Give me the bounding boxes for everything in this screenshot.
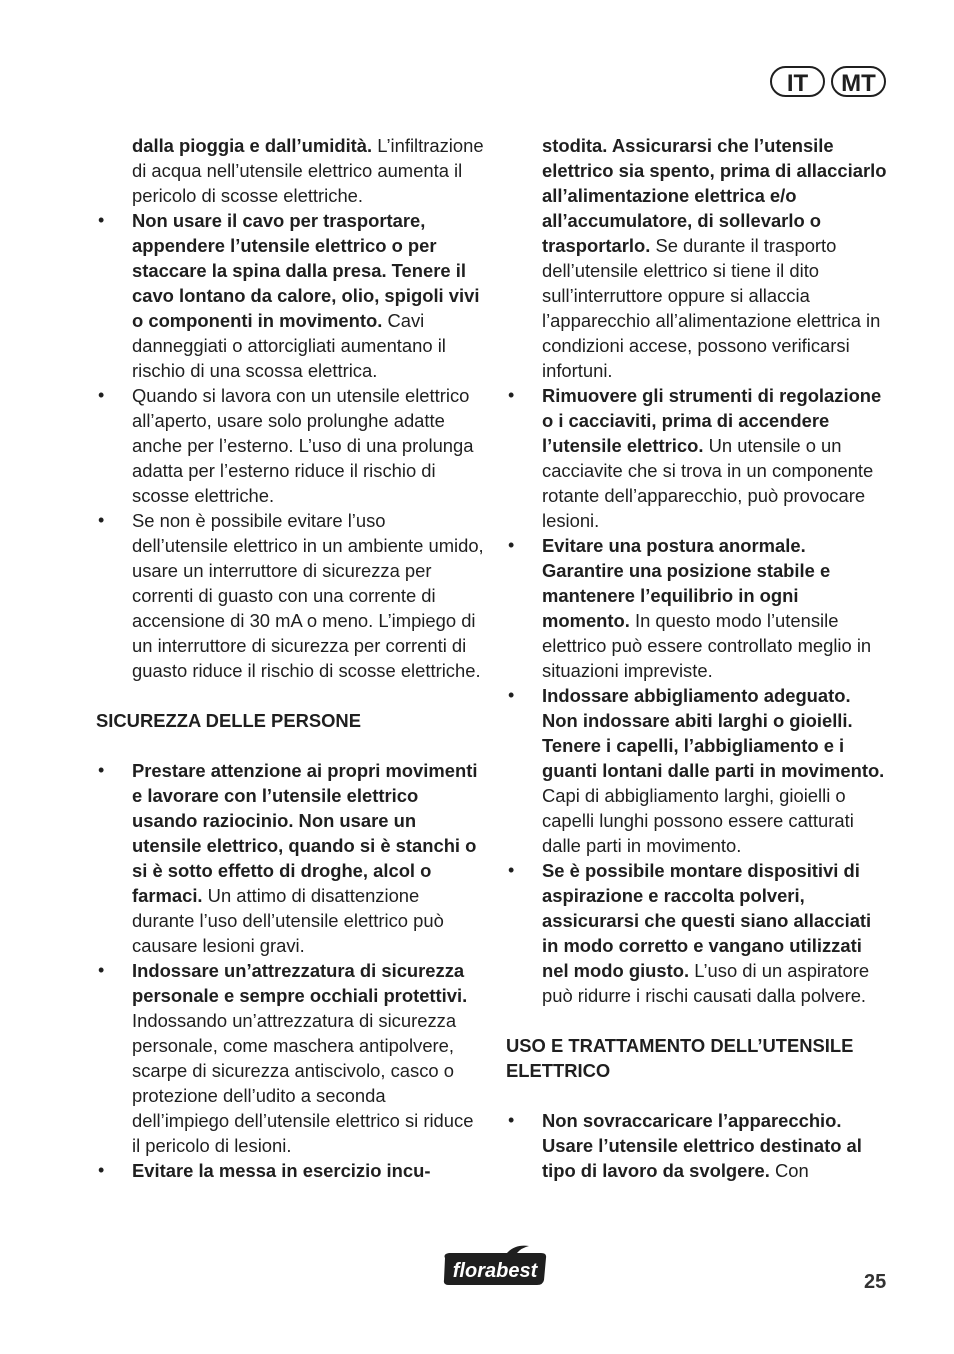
lang-badge-mt: MT [831,66,886,97]
list-item [96,208,486,383]
body-text: Se non è possibile evitare l’uso dell’utensile elettrico in un ambiente umido, usare un interruttore di sicurezza per correnti di guasto con una corrente di accensione di 30 mA o meno. L’impiego di un interruttore di sicurezza per correnti di guasto riduce il rischio di scosse elettriche. [132,510,484,681]
bold-text: dalla pioggia e dall’umidità. [132,135,373,156]
list-item [506,383,890,533]
language-badges [764,66,886,97]
bold-text: stodita. Assicurarsi che l’utensile elettrico sia spento, prima di allacciarlo all’alimentazione elettrica e/o all’accumulatore, di sollevarlo o trasportarlo. [542,135,887,256]
bold-text: Indossare un’attrezzatura di sicurezza personale e sempre occhiali protettivi. [132,960,468,1006]
body-text: L’infiltrazione di acqua nell’utensile elettrico aumenta il pericolo di scosse elettriche. [132,135,484,206]
list-item [506,1108,890,1183]
body-text: Quando si lavora con un utensile elettrico all’aperto, usare solo prolunghe adatte anche per l’esterno. L’uso di una prolunga adatta per l’esterno riduce il rischio di scosse elettriche. [132,385,474,506]
page-number: 25 [864,1271,887,1293]
florabest-logo [437,1244,553,1290]
lang-badge-it: IT [770,66,825,97]
body-text: L’uso di un aspiratore può ridurre i rischi causati dalla polvere. [542,960,870,1006]
brand-text: florabest [452,1260,538,1282]
bold-text: Evitare la messa in esercizio incu- [132,1160,431,1181]
list-item [96,1158,486,1183]
section-heading: SICUREZZA DELLE PERSONE [96,710,361,731]
list-item [506,858,890,1008]
bold-text: Evitare una postura anormale. Garantire una posizione stabile e mantenere l’equilibrio in ogni momento. [542,535,831,631]
body-text: Con [769,1160,809,1181]
bold-text: Prestare attenzione ai propri movimenti e lavorare con l’utensile elettrico usando raziocinio. Non usare un utensile elettrico, quando si è stanchi o si è sotto effetto di droghe, alcol o farmaci. [132,760,478,906]
list-item [506,683,890,858]
bold-text: Se è possibile montare dispositivi di aspirazione e raccolta polveri, assicurarsi che questi siano allacciati in modo corretto e vangano utilizzati nel modo giusto. [542,860,872,981]
body-text: Se durante il trasporto dell’utensile elettrico si tiene il dito sull’interruttore oppure si allaccia l’apparecchio all’alimentazione elettrica in condizioni accese, possono verificarsi infortuni. [542,235,881,381]
bold-text: Indossare abbigliamento adeguato. Non indossare abiti larghi o gioielli. Tenere i capelli, l’abbigliamento e i guanti lontani dalle parti in movimento. [542,685,885,781]
list-item [96,758,486,958]
list-item [96,383,486,508]
body-text: In questo modo l’utensile elettrico può essere controllato meglio in situazioni impreviste. [542,610,872,681]
right-column [506,133,890,1183]
list-item [506,533,890,683]
section-heading: USO E TRATTAMENTO DELL’UTENSILE ELETTRICO [506,1035,854,1081]
paragraph [506,133,890,383]
bold-text: Rimuovere gli strumenti di regolazione o i cacciaviti, prima di accendere l’utensile elettrico. [542,385,882,456]
body-text: Capi di abbigliamento larghi, gioielli o capelli lunghi possono essere catturati dalle parti in movimento. [542,785,854,856]
body-text: Un utensile o un cacciavite che si trova in un componente rotante dell’apparecchio, può provocare lesioni. [542,435,874,531]
body-text: Indossando un’attrezzatura di sicurezza personale, come maschera antipolvere, scarpe di sicurezza antiscivolo, casco o protezione dell’udito a seconda dell’impiego dell’utensile elettrico si riduce il pericolo di lesioni. [132,1010,474,1156]
body-text: Un attimo di disattenzione durante l’uso dell’utensile elettrico può causare lesioni gravi. [132,885,444,956]
list-item [96,958,486,1158]
paragraph [96,133,486,208]
body-text: Cavi danneggiati o attorcigliati aumentano il rischio di una scossa elettrica. [132,310,446,381]
bold-text: Non sovraccaricare l’apparecchio. Usare l’utensile elettrico destinato al tipo di lavoro da svolgere. [542,1110,862,1181]
bold-text: Non usare il cavo per trasportare, appendere l’utensile elettrico o per staccare la spina dalla presa. Tenere il cavo lontano da calore, olio, spigoli vivi o componenti in movimento. [132,210,480,331]
list-item [96,508,486,683]
left-column [96,133,486,1183]
